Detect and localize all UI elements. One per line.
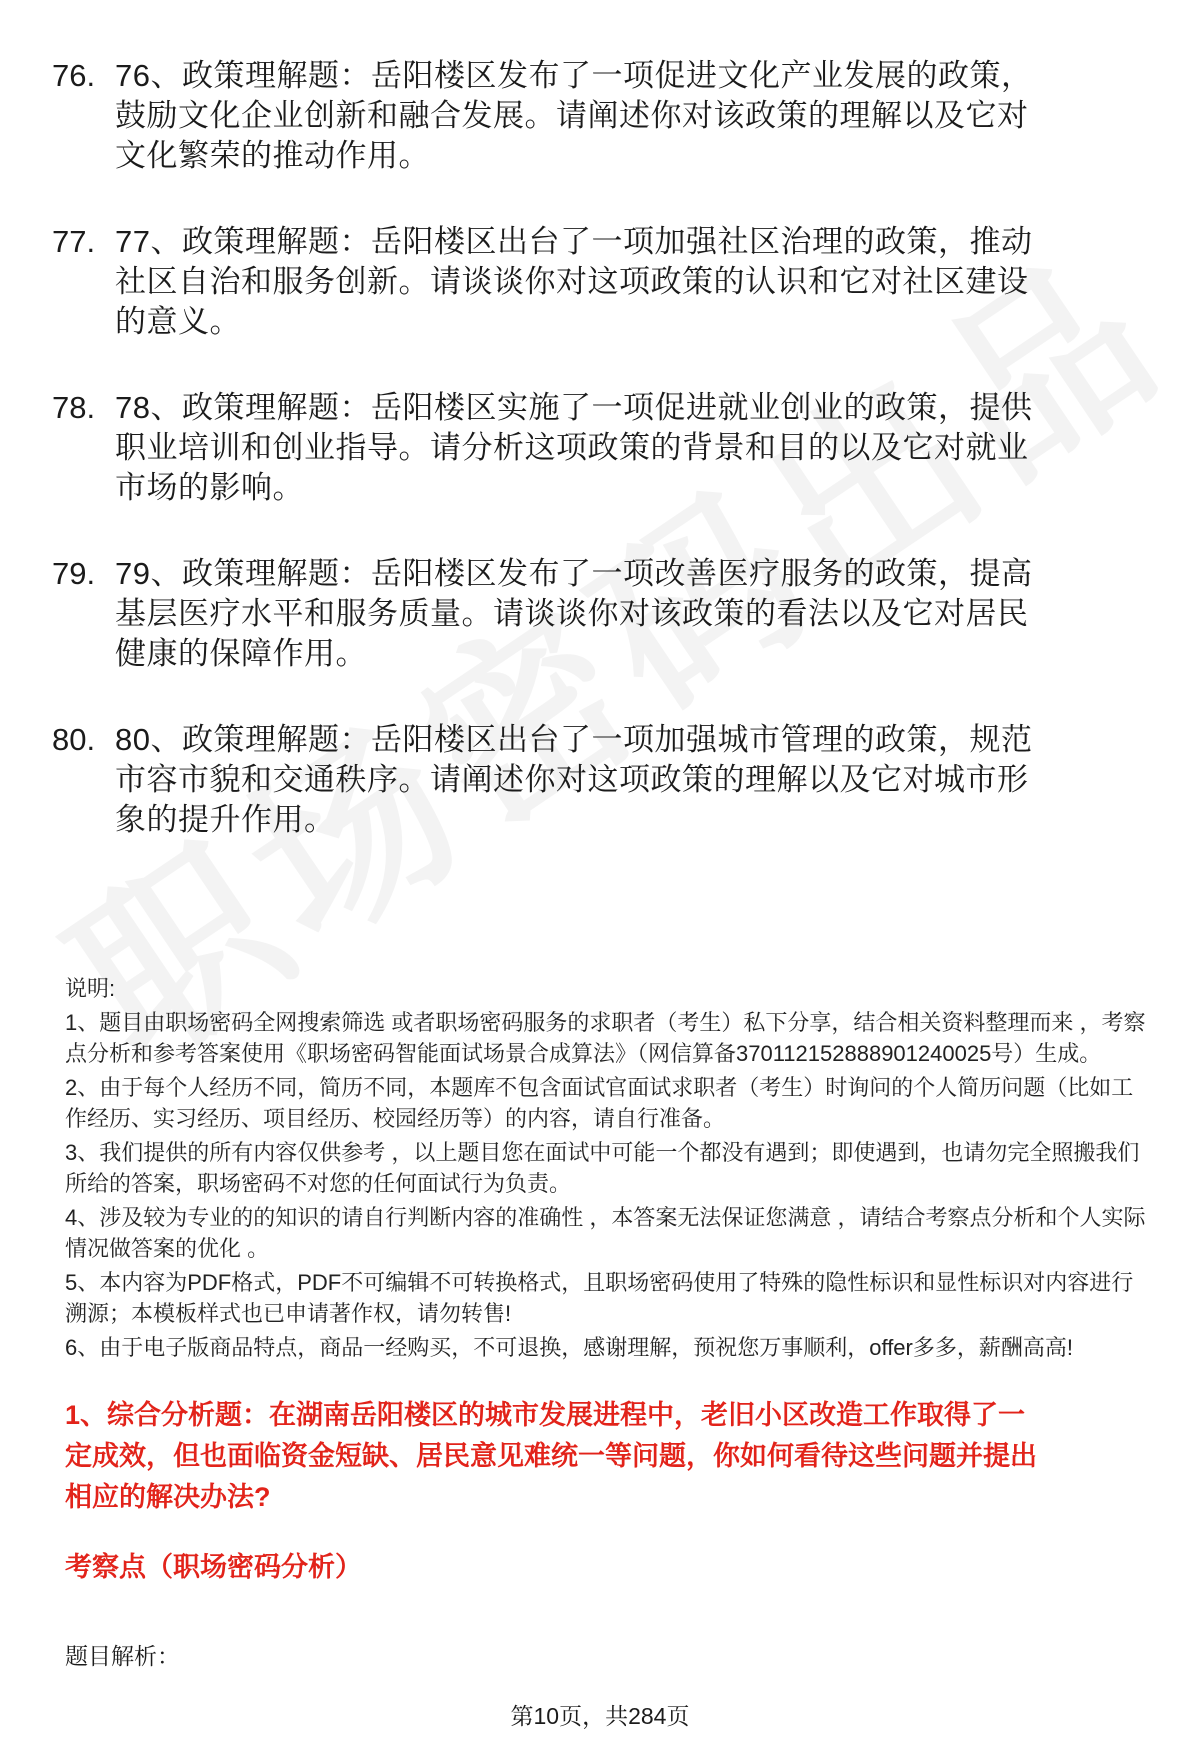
question-text: 77、政策理解题：岳阳楼区出台了一项加强社区治理的政策，推动社区自治和服务创新。请谈谈你对这项政策的认识和它对社区建设的意义。: [115, 224, 1033, 339]
note-item: 4、涉及较为专业的的知识的请自行判断内容的准确性 ，本答案无法保证您满意 ，请结合考察点分析和个人实际情况做答案的优化 。: [65, 1205, 1146, 1261]
question-list: [0, 0, 1200, 840]
note-item: 5、本内容为PDF格式，PDF不可编辑不可转换格式，且职场密码使用了特殊的隐性标识和显性标识对内容进行溯源；本模板样式也已申请著作权，请勿转售!: [65, 1270, 1134, 1326]
question-item: [52, 554, 1145, 674]
exam-point-heading: 考察点（职场密码分析）: [65, 1552, 362, 1582]
question-text: 79、政策理解题：岳阳楼区发布了一项改善医疗服务的政策，提高基层医疗水平和服务质量。请谈谈你对该政策的看法以及它对居民健康的保障作用。: [115, 556, 1033, 671]
note-item: 3、我们提供的所有内容仅供参考 ，以上题目您在面试中可能一个都没有遇到；即使遇到，也请勿完全照搬我们所给的答案，职场密码不对您的任何面试行为负责。: [65, 1140, 1140, 1196]
question-item: [52, 388, 1145, 508]
question-item: [52, 720, 1145, 840]
analysis-section: [65, 1395, 1200, 1672]
question-text: 78、政策理解题：岳阳楼区实施了一项促进就业创业的政策，提供职业培训和创业指导。请分析这项政策的背景和目的以及它对就业市场的影响。: [115, 390, 1033, 505]
notes-section: [65, 973, 1150, 1363]
question-item: [52, 222, 1145, 342]
analysis-question: 1、综合分析题：在湖南岳阳楼区的城市发展进程中，老旧小区改造工作取得了一定成效，但也面临资金短缺、居民意见难统一等问题，你如何看待这些问题并提出相应的解决办法?: [65, 1400, 1037, 1512]
question-number: 77.: [52, 224, 96, 259]
note-item: 2、由于每个人经历不同，简历不同，本题库不包含面试官面试求职者（考生）时询问的个人简历问题（比如工作经历、实习经历、项目经历、校园经历等）的内容，请自行准备。: [65, 1075, 1134, 1131]
note-item: 1、题目由职场密码全网搜索筛选 或者职场密码服务的求职者（考生）私下分享，结合相关资料整理而来 ，考察点分析和参考答案使用《职场密码智能面试场景合成算法》（网信算备370112152888901240025号）生成。: [65, 1010, 1146, 1066]
question-text: 80、政策理解题：岳阳楼区出台了一项加强城市管理的政策，规范市容市貌和交通秩序。请阐述你对这项政策的理解以及它对城市形象的提升作用。: [115, 722, 1033, 837]
page-number: 第10页，共284页: [510, 1703, 690, 1729]
note-item: 6、由于电子版商品特点，商品一经购买，不可退换，感谢理解，预祝您万事顺利，offer多多，薪酬高高!: [65, 1335, 1073, 1360]
notes-title: 说明:: [65, 976, 116, 1001]
question-item: [52, 56, 1145, 176]
question-analysis-label: 题目解析：: [65, 1643, 180, 1669]
question-text: 76、政策理解题：岳阳楼区发布了一项促进文化产业发展的政策，鼓励文化企业创新和融合发展。请阐述你对该政策的理解以及它对文化繁荣的推动作用。: [115, 58, 1033, 173]
question-number: 76.: [52, 58, 96, 93]
question-number: 79.: [52, 556, 96, 591]
question-number: 80.: [52, 722, 96, 757]
question-number: 78.: [52, 390, 96, 425]
